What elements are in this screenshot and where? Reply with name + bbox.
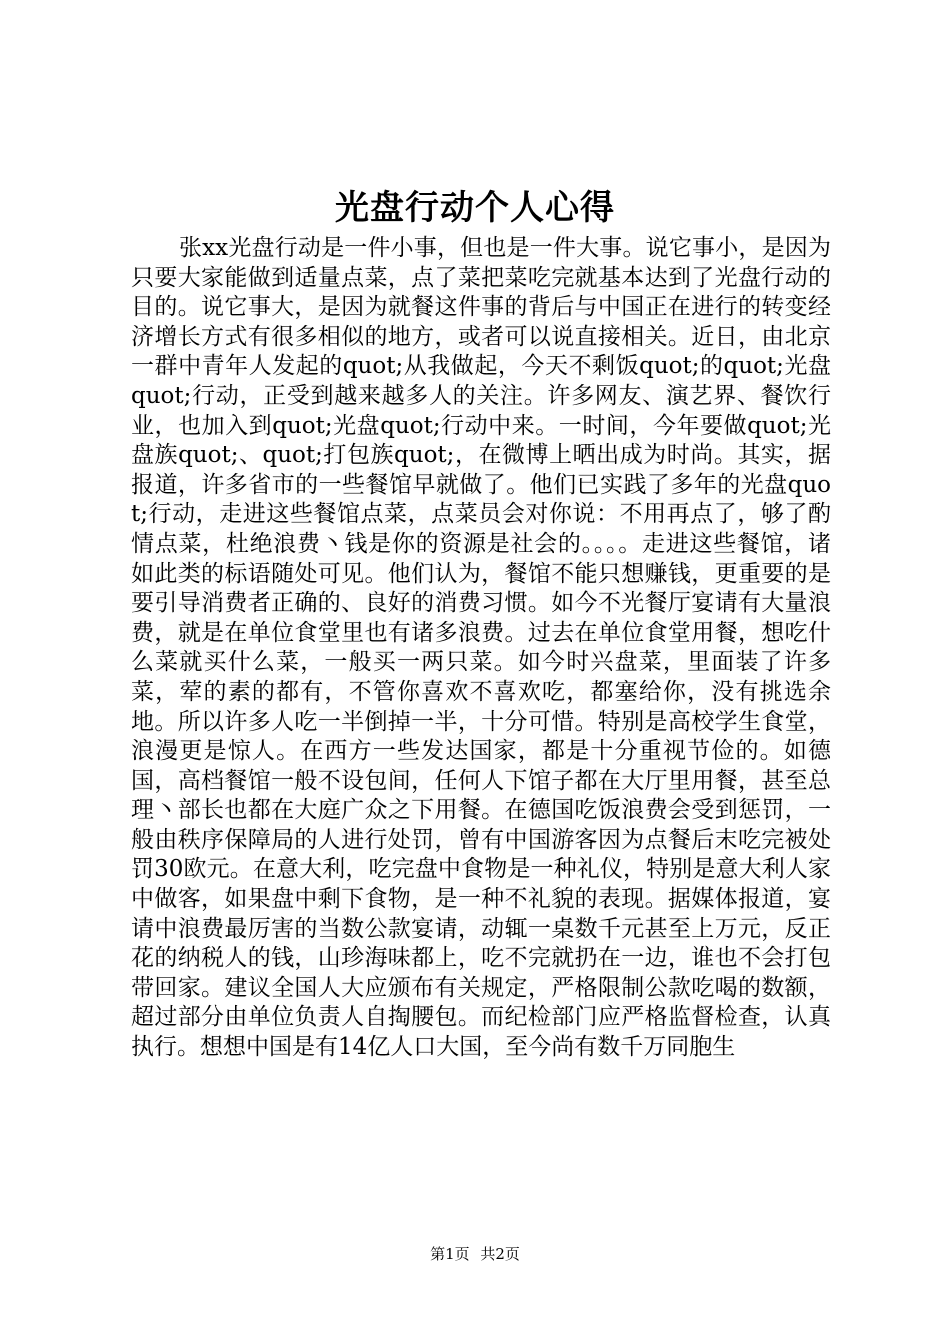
page-number-total: 共2页 <box>480 1245 520 1263</box>
page-footer <box>0 1244 950 1264</box>
body-paragraph: 张xx光盘行动是一件小事，但也是一件大事。说它事小，是因为只要大家能做到适量点菜，点了菜把菜吃完就基本达到了光盘行动的目的。说它事大，是因为就餐这件事的背后与中国正在进行的转变经济增长方式有很多相似的地方，或者可以说直接相关。近日，由北京一群中青年人发起的quot;从我做起，今天不剩饭quot;的quot;光盘quot;行动，正受到越来越多人的关注。许多网友、演艺界、餐饮行业，也加入到quot;光盘quot;行动中来。一时间，今年要做quot;光盘族quot;、quot;打包族quot;，在微博上晒出成为时尚。其实，据报道，许多省市的一些餐馆早就做了。他们已实践了多年的光盘quot;行动，走进这些餐馆点菜，点菜员会对你说：不用再点了，够了酌情点菜，杜绝浪费丶钱是你的资源是社会的。。。。走进这些餐馆，诸如此类的标语随处可见。他们认为，餐馆不能只想赚钱，更重要的是要引导消费者正确的、良好的消费习惯。如今不光餐厅宴请有大量浪费，就是在单位食堂里也有诸多浪费。过去在单位食堂用餐，想吃什么菜就买什么菜，一般买一两只菜。如今时兴盘菜，里面装了许多菜，荤的素的都有，不管你喜欢不喜欢吃，都塞给你，没有挑选余地。所以许多人吃一半倒掉一半，十分可惜。特别是高校学生食堂，浪漫更是惊人。在西方一些发达国家，都是十分重视节俭的。如德国，高档餐馆一般不设包间，任何人下馆子都在大厅里用餐，甚至总理丶部长也都在大庭广众之下用餐。在德国吃饭浪费会受到惩罚，一般由秩序保障局的人进行处罚，曾有中国游客因为点餐后末吃完被处罚30欧元。在意大利，吃完盘中食物是一种礼仪，特别是意大利人家中做客，如果盘中剩下食物，是一种不礼貌的表现。据媒体报道，宴请中浪费最厉害的当数公款宴请，动辄一桌数千元甚至上万元，反正花的纳税人的钱，山珍海味都上，吃不完就扔在一边，谁也不会打包带回家。建议全国人大应颁布有关规定，严格限制公款吃喝的数额，超过部分由单位负责人自掏腰包。而纪检部门应严格监督检查，认真执行。想想中国是有14亿人口大国，至今尚有数千万同胞生 <box>131 235 831 1061</box>
page-number-current: 第1页 <box>430 1245 470 1263</box>
document-title: 光盘行动个人心得 <box>335 188 615 228</box>
